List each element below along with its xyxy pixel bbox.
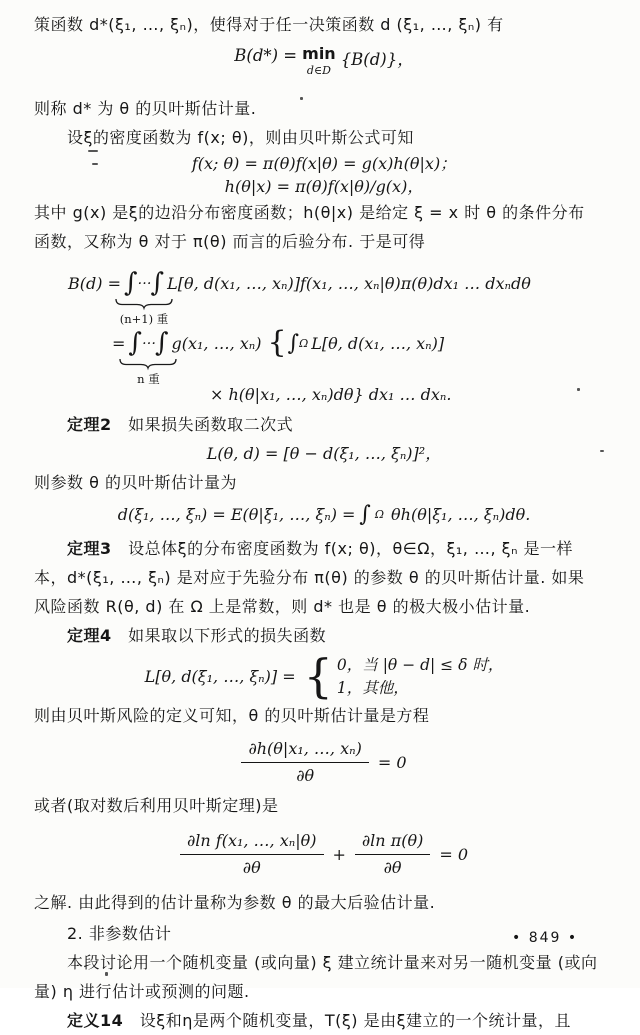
definition14-text: 设ξ和η是两个随机变量，T(ξ) 是由ξ建立的一个统计量，且 (139, 1011, 572, 1030)
theorem3-line3: 风险函数 R(θ, d) 在 Ω 上是常数，则 d* 也是 θ 的极大极小估计量. (34, 597, 531, 616)
body-line: 其中 g(x) 是ξ的边沿分布密度函数；h(θ|x) 是给定 ξ = x 时 θ 的条件分布 (34, 203, 585, 222)
body-line: 函数，又称为 θ 对于 π(θ) 而言的后验分布. 于是可得 (34, 232, 426, 251)
theorem3-line2: 本，d*(ξ₁, …, ξₙ) 是对应于先验分布 π(θ) 的参数 θ 的贝叶斯估计量. 如果 (34, 568, 585, 587)
min-operator: min (302, 44, 336, 63)
fraction (241, 739, 368, 786)
scan-artifact (92, 163, 98, 165)
formula-bayes-risk-line2 (112, 325, 614, 386)
integral-sign: ∫ (154, 328, 169, 358)
fraction-numerator: ∂h(θ|x₁, …, xₙ) (241, 739, 368, 763)
theorem2-label: 定理2 (67, 415, 112, 434)
body-line-continuation: 策函数 d*(ξ₁, …, ξₙ)，使得对于任一决策函数 d (ξ₁, …, ξₙ) 有 (34, 15, 504, 34)
equals-zero: = 0 (439, 845, 468, 864)
formula-rhs: θh(θ|ξ₁, …, ξₙ)dθ. (391, 505, 531, 524)
scan-artifact (105, 972, 108, 976)
fraction-denominator: ∂θ (242, 858, 261, 877)
fraction-denominator: ∂θ (296, 766, 315, 785)
formula-density: f(x; θ) = π(θ)f(x|θ) = g(x)h(θ|x)； (191, 154, 457, 173)
underbrace-group (103, 359, 193, 387)
theorem3-label: 定理3 (67, 539, 112, 558)
formula-posterior: h(θ|x) = π(θ)f(x|θ)/g(x)， (224, 177, 424, 196)
integral-sign: ∫ (128, 328, 142, 358)
page-number: • 849 • (512, 930, 579, 946)
formula-lhs: B(d*) = (234, 46, 298, 65)
fraction-denominator: ∂θ (383, 858, 402, 877)
body-line: 则由贝叶斯风险的定义可知，θ 的贝叶斯估计量是方程 (34, 706, 430, 725)
integral-group (119, 268, 169, 326)
formula-log-derivative (34, 831, 614, 878)
plus-sign: + (332, 845, 346, 864)
formula-bayes-estimator (34, 502, 614, 527)
definition14-label: 定义14 (67, 1011, 124, 1030)
body-line: 或者(取对数后利用贝叶斯定理)是 (34, 796, 279, 815)
definition14-heading-line (34, 1006, 614, 1035)
case-line-1: 0，当 |θ − d| ≤ δ 时， (336, 656, 504, 674)
equals-zero: = 0 (377, 753, 407, 772)
scan-artifact (88, 150, 98, 152)
section-heading: 2. 非参数估计 (67, 924, 172, 943)
integral-sign: ∫ (150, 268, 165, 298)
theorem3-text: 设总体ξ的分布密度函数为 f(x; θ)，θ∈Ω，ξ₁, …, ξₙ 是一样 (128, 539, 574, 558)
integral-sign: ∫ (123, 268, 138, 298)
underbrace-icon (119, 359, 177, 368)
integral-group (125, 328, 171, 386)
formula-lhs: L[θ, d(ξ₁, …, ξₙ)] = (144, 667, 296, 686)
min-subscript: d∈D (306, 64, 331, 77)
scan-artifact (600, 450, 604, 452)
scan-artifact (300, 97, 303, 100)
equals-sign: = (112, 333, 126, 353)
formula-posterior-derivative (34, 739, 614, 786)
formula-bayes-min (34, 46, 614, 92)
integral-subscript: Ω (299, 336, 309, 350)
fraction-numerator: ∂ln π(θ) (355, 831, 430, 855)
min-operator-stack (302, 46, 336, 76)
theorem2-text: 如果损失函数取二次式 (128, 415, 294, 434)
formula-body: L[θ, d(x₁, …, xₙ)] (311, 333, 445, 353)
body-line: 量) η 进行估计或预测的问题. (34, 982, 250, 1001)
integral-sign: ∫ (359, 502, 371, 527)
scan-artifact (577, 388, 580, 391)
body-line: 则称 d* 为 θ 的贝叶斯估计量. (34, 99, 257, 118)
formula-lhs: d(ξ₁, …, ξₙ) = E(θ|ξ₁, …, ξₙ) = (117, 505, 356, 524)
integral-sign: ∫ (287, 330, 300, 356)
formula-case-loss (34, 648, 614, 703)
theorem2-heading-line (34, 410, 614, 439)
cdots: … (141, 332, 155, 348)
case-brace: { (303, 648, 333, 703)
formula-quadratic-loss: L(θ, d) = [θ − d(ξ₁, …, ξₙ)]²， (206, 444, 442, 463)
formula-rhs: {B(d)}， (340, 50, 414, 69)
theorem4-heading-line (34, 621, 614, 650)
underbrace-icon (115, 299, 173, 308)
body-line: 本段讨论用一个随机变量 (或向量) ξ 建立统计量来对另一随机变量 (或向 (67, 953, 598, 972)
formula-body: L[θ, d(x₁, …, xₙ)]f(x₁, …, xₙ|θ)π(θ)dx₁ … dxₙdθ (167, 273, 531, 293)
cdots: … (137, 272, 151, 288)
case-lines (337, 654, 503, 699)
theorem3-line1 (34, 534, 614, 563)
left-brace: { (267, 325, 287, 360)
body-line: 设ξ的密度函数为 f(x; θ)，则由贝叶斯公式可知 (67, 128, 414, 147)
integral-subscript: Ω (374, 508, 385, 521)
formula-bayes-risk-line1 (68, 268, 614, 326)
underbrace-label: n 重 (137, 372, 160, 386)
fraction (355, 831, 430, 878)
underbrace-label: (n+1) 重 (119, 312, 169, 326)
underbrace-group (99, 299, 189, 327)
fraction (180, 831, 324, 878)
case-line-2: 1，其他， (336, 679, 409, 697)
formula-bayes-risk-line3: × h(θ|x₁, …, xₙ)dθ} dx₁ … dxₙ. (210, 385, 452, 404)
body-line: 则参数 θ 的贝叶斯估计量为 (34, 473, 237, 492)
fraction-numerator: ∂ln f(x₁, …, xₙ|θ) (180, 831, 324, 855)
theorem4-label: 定理4 (67, 626, 112, 645)
formula-body: g(x₁, …, xₙ) (171, 333, 262, 353)
theorem4-text: 如果取以下形式的损失函数 (128, 626, 327, 645)
formula-lhs: B(d) = (68, 273, 121, 293)
body-line: 之解. 由此得到的估计量称为参数 θ 的最大后验估计量. (34, 893, 436, 912)
